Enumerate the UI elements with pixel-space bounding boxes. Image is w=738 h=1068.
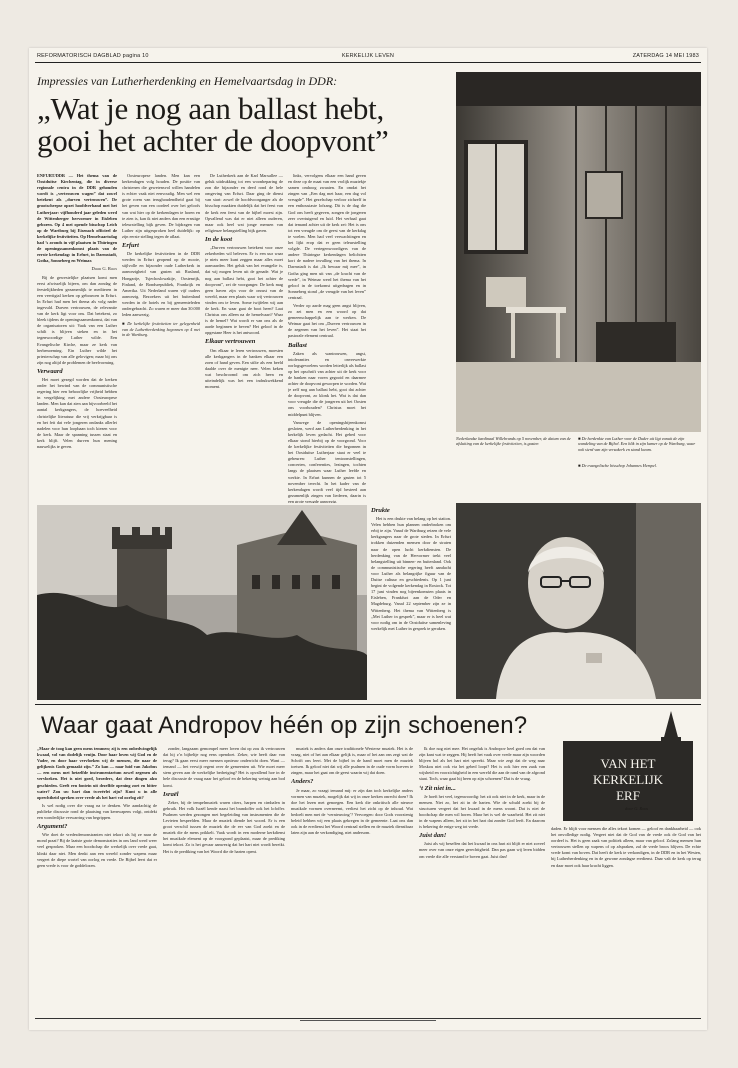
article2-column-5 (551, 826, 701, 1016)
logo-byline: door G. Roos (625, 806, 649, 811)
body-paragraph: Bij de gewestelijke plaatsen komt men eerst afwisselijk bijeen, om dan zondag de feestelijkheden gezamenlijk te mediteren in een veertigtal kerken op gebouwen in Erfurt. In Erfurt had men het thema als volg nader ingevuld. Durven vertrouwen, de relevantie van de kerk ligt voor ons. Dat betekent, zo bleek tijdens de openingssamenkomst, dat van de organisatoren uit: Vaak van een Luther schilt is blijven steken en in het tegenwoordige Luther wilde. Een Evangelische Kirche, maar ze kerk van herbenoeming. Ein Luther wilde het priesterschap van alle gelovigen; maar bij ons zijn nog altijd de problemen de beelvorming. (37, 274, 117, 365)
body-paragraph: muziek is anders dan onze traditionele Westerse muziek. Het is de vraag, niet of het aan elkaar gelijk is, maar of het aan ons zegt wat de Schrift ons leert. Met de bijbel in de hand moet men de muziek toetsen. Ik geloof niet dat wij alle psalmen in de oude vorm hoeven te zingen, maar het gaat om de geest waarin wij dat doen. (291, 746, 413, 776)
body-paragraph: „Durven vertrouwen betekent voor onze zekerheden wil beleven. Er is een uur waar je niets meer kunt zeggen maar alles moet aanvaarden. Het geluk van het evangelie is, dat wij mogen leven uit de genade. Wat je nog aan ballast hebt, gooi het achter de doopvont”, zei de voorganger. De kerk mag geen haven zijn voor de onrust van de wereld, maar een plaats waar wij vertrouwen vinden om te leven. Some twijfelen wij aan de kerk. En waar gaat de boot heen? Laat Christus ons alleen na de hemelvaart? Waar is de hemel? Wat wordt er van ons als de aarde beginnen te beven? Het geloof in de opgestane Heer is het antwoord. (205, 245, 283, 336)
logo-line-2: KERKELIJK (592, 772, 664, 787)
headline-line-2: gooi het achter de doopvont” (37, 123, 389, 158)
page-bottom-bar (300, 1020, 436, 1021)
article-headline (37, 93, 457, 157)
caption-portrait: ■ De evangelische bisschop Johannes Hempel. (578, 463, 657, 468)
article1-column-2 (122, 173, 200, 503)
church-logo-icon (563, 711, 693, 821)
logo-line-1: VAN HET (600, 756, 656, 771)
body-paragraph: Is wel nodig over die vraag na te denken. Wie aandachtig de publieke discussie rond de plaatsing van kernwapens volgt, ontdekt een wonderlijke verwarring van begrippen. (37, 802, 157, 821)
article-kicker: Impressies van Lutherherdenking en Hemelvaartsdag in DDR: (37, 74, 338, 88)
body-paragraph: daden. Er blijft voor mensen die alles tekort komen — geloof en dankbaarheid — ook het onvolledige nodig. Vergeet niet dat de God van de vrede ook de God van het oordeel is. Het is geen zaak van politiek alleen, maar van geloof. Zolang mensen hun vertrouwen stellen op wapens of op afspraken, zal de vrede broos blijven. De echte vrede komt van boven. Dat heeft de kerk te verkondigen, in de DDR en in het Westen, bij Lutherherdenking en in de gewone zondagse eredienst. Daar valt de kerk op terug en daar moet ook haar kracht liggen. (551, 826, 701, 868)
subheading-argument: Argument? (37, 823, 68, 831)
subheading-drukte: Drukte (371, 507, 390, 514)
column-logo-van-het-kerkelijk-erf (563, 711, 693, 821)
caption-luther-room-left: Nederlandse kardinaal Willebrands op 5 november, de datum van de afsluiting van de kerkelijke festiviteiten, is gasten (456, 436, 571, 447)
section-divider (35, 704, 701, 705)
article2-headline: Waar gaat Andropov héén op zijn schoenen? (41, 712, 528, 739)
header-rule (35, 62, 701, 63)
lead-paragraph: ENFURT/DDR — Het thema van de Oostduitse Kirchentag, die in diverse regionale centra in de DDR gehouden wordt is „vertrouwen wagen” dat zowel betekent als „durven vertrouwen”. De grootscheepse opzet hoofdverband met het Lutherjaar: vijfhonderd jaar geleden werd de Wittenberger hervormer in Eisleben geboren. Op 4 mei opende bisschop Leich op de Wartburg bij Eisenach officieel de kerkelijke festiviteiten. Op Hemelvaartsdag had ’s avonds in vijf plaatsen in Thüringen de openingssamenkomst plaats van de eerste kerkendag: in Erfurt, in Darmstadt, Gotha, Sonneberg en Weimar. (37, 173, 117, 264)
article2-column-2 (163, 746, 285, 1016)
body-paragraph: Je maar, zo vraagt iemand mij: er zijn dan toch kerkelijke anders vormen van muziek, mogelijk dat wij in onze kerken onrecht doen? Ik doe het lezen met genoegen. Een kerk die onkritisch alle nieuwe muzikale vormen overneemt, verliest het zicht op de inhoud. Wat bedoelt men met de ‘vernieuwing’? Vervoegen: door Gods voorzienig beleid hebben wij een plaats gekregen in de gemeente. Laat ons dan ook in de eredienst het Woord centraal stellen en de muziek dienstbaar laten zijn aan de verkondiging, niet andersom. (291, 787, 413, 836)
body-paragraph: Het is een drukte van belang op het station. Velen hebben hun plannen onderbroken om erbij te zijn. Vanaf de Wartburg reizen de vele kerkgangers naar de grote steden. In Erfurt trokken duizenden mensen door de straten naar de open lucht kerkdiensten. De herdenking van de Hervormer trekt veel belangstelling uit binnen- en buitenland. Ook de communistische regering heeft aandacht voor Luther als belangrijke figuur van de Duitse cultuur en geschiedenis. Op 1 juni begint de volgende kerkendag in Rostock. Tot 17 juni vinden nog bijeenkomsten plaats in Eisleben, Frankfurt aan de Oder en Magdeburg. Vanaf 22 september zijn ze in Wittenberg. Het thema van Wittenberg is „Met Luther in gesprek”, maar er is heel wat voor nodig om in de Oostduitse samenleving werkelijk met Luther in gesprek te geraken. (371, 516, 451, 631)
body-paragraph: Om elkaar te leren vertrouwen, moesten alle kerkgangers in de banken elkaar een zoen of hand geven. Een stilte als een beeld daalde over de menigte neer. Velen keken wat beschroomd om zich heen en uiteindelijk was het een indrukwekkend moment. (205, 347, 283, 390)
body-paragraph: Het moet gezegd worden dat de kerken onder het bewind van de communistische regering hier een behoorlijke vrijheid hebben in vergelijking met andere Oosteuropese landen. Men kan dat zien aan bijvoorbeeld het aantal kerkgangers, de hoeveelheid christelijke literatuur die vrij verkrijgbaar is en het feit dat vele jongeren ondanks allerlei nadelen voor hun loopbaan toch kiezen voor de kerk. Maar de spanning tussen staat en kerk blijft. Velen durven hun mening nauwelijks te geven. (37, 377, 117, 450)
subheading-t-zit-niet-in: ‘t Zit niet in... (419, 784, 456, 792)
caption-marker: ■ (578, 463, 582, 468)
body-paragraph: Ik doe nog niet mee. Het ongeluk is Andropov heel goed om dat van zijn kant wat te zeggen. Hij heeft het vaak over vrede maar zijn woorden blijven hol als het hart niet spreekt. Maar wie zegt dat de weg naar Moskou niet ook via het gebed loopt? Het is ook hier een zaak van wijsheid en voorzichtigheid in een wereld die aan de rand van de afgrond staat. Toch, waar gaat hij heen op zijn schoenen? Dat is de vraag. (419, 746, 545, 782)
body-paragraph: De kerkelijke festiviteiten in de DDR werden in Erfurt geopend op de mooie, stijlvolle en bijzonder oude Lutherkerk in aanwezigheid van gasten uit Rusland, Hongarije, Tsjechoslowakije, Oostenrijk, Finland, de Bondsrepubliek, Frankrijk en Amerika. Uit Nederland waren vijf ouders aanwezig. Bezoekers uit het buitenland werden in de hotels en bij gemeenteleden ondergebracht. Zo waren er meer dan 30.000 leden aanwezig. (122, 251, 200, 318)
subheading-erfurt: Erfurt (122, 242, 139, 250)
wartburg-illustration (37, 505, 367, 700)
photo-wartburg (37, 505, 367, 700)
subheading-elkaar-vertrouwen: Elkaar vertrouwen (205, 338, 256, 346)
article1-column-3 (205, 173, 283, 503)
article1-column-5 (371, 505, 451, 700)
subheading-in-de-koot: In de koot (205, 235, 233, 243)
article2-column-3 (291, 746, 413, 1016)
subheading-anders: Anders? (291, 778, 314, 786)
running-header-date: ZATERDAG 14 MEI 1983 (632, 53, 699, 59)
logo-line-3: ERF (616, 788, 640, 803)
article2-column-1 (37, 746, 157, 1016)
lead-paragraph: „Maar de toog kan geen mens temmen; zij is een onbedwingelijk kwaad, vol van dodelijk venijn. Door haar loven wij God en de Vader, en door haar vervloeken wij de mensen, die naar de gelijkenis Gods gemaakt zijn.” Zo kan — naar luid van Jakobus — een mens met hetzelfde instrumentarium zowel zegenen als vervloeken. Het is niet goed, broeders, dat deze dingen alzo geschieden. Geeft een fontein uit dezelfde opening zoet en bitter water? Zou uw hart dan tweeërlei zijn? Kunt u in alle oprechtheid spreken over vrede als het hart vol oorlog zit? (37, 746, 157, 800)
luther-room-illustration (456, 72, 701, 432)
body-paragraph: links, vervolgens elkaar een hand geven en deze op de maat van een vrolijk muziekje samen omhoog zwaaien. En omdat het zingen van „Een dag met haar, een dag vol vreugde”. Het gezelschap verloor zichzelf in een enthousiaste lofzang. Dit is de dag die God ons heeft gegeven, zongen de jongeren zeer overtuigend en luid. Het verhaal gaat dat iemand achter uit de kerk zei: Het is ons tot een vreugde om de geest van de kerkdag te voelen. Men had veel verwachtingen en het lijkt erop dat er geen teleurstelling volgde. De vertegenwoordigers van de andere Thüringse kerkendagen belichtten kort de nadere invulling van het thema. In Darmstadt is dat „Ik bewaar mij mee”, in Gotha ging men uit van „de kracht van de vrede”, in Weimar werd het thema van het geloof in de toekomst uitgedragen en in Sonneberg stond „de vreugde van het leven” centraal. (288, 173, 366, 300)
caption-marker: ■ (578, 436, 582, 441)
newspaper-page (29, 48, 707, 1030)
photo-caption-wartburg: ■ De kerkelijke festiviteiten ter gelegenheid van de Lutherherdenking begonnen op 4 mei in de Wartburg. (122, 321, 200, 337)
caption-marker: ■ (122, 321, 128, 327)
body-paragraph: Je hoeft het veel, tegenwoordig: het zit ook niet in de kerk, maar in de mensen. Niet zo, het zit in de harten. Wie de schuld zoekt bij de structuren vergeet dat het kwaad in de mens woont. Dat is niet de boodschap die men wil horen. Maar het is wel de waarheid. Het zit niet in de wapens alleen, het zit in het hart dat zonder God leeft. En daarom is bekering de enige weg tot vrede. (419, 793, 545, 830)
body-paragraph: Zaken als wantrouwen, angst, intoleranties en onverwerkte oorlogsgevoelens worden letterlijk als ballast op het opschrift van achter uit de kerk voor de banken naar voren gegooid en daarmee achter de doopvont geworpen te worden. Wat je zelf nog aan ballast hebt, gooi dat achter de doopvont, zo klonk het. Wat is dat dan voor vreugde die de jongeren uit het Oosten ons voorhouden? Christus moet het middelpunt blijven. (288, 350, 366, 417)
body-paragraph: Wie doet de vredesdemonstranten niet tekort als hij ze naar de mond praat? Bij de laatste grote demonstraties in ons land werd weer veel gesproken. Maar een boodschap die werkelijk over vrede gaat, klinkt daar niet. Men denkt aan een wereld zonder wapens maar vergeet de diepe wortel van oorlog en vrede. De Bijbel leert dat er geen vrede is voor de goddelozen. (37, 832, 157, 868)
running-header-section: KERKELIJK LEVEN (341, 53, 395, 59)
caption-luther-room-right: ■ De herdenkte van Luther voor de Duder uit ligt vanuit de zijn wandeling van de Bijbel. Een blik in zijn kamer op de Wartburg, waar ook sierd van zijn verzakerk en stand kwam. (578, 436, 696, 452)
body-paragraph: zonder, langzaam gemompel meer loven dat op zou ik vertrouwen dat hij z’n bijbeltje nog eens opendoet. Zeker, wie heeft daar van terug? Ik gaan eerst meer mensen opnieuw onderricht doen. Want — iemand — het verwijt regent over de gemeenten uit. Wie moet meer stem geven aan de werkelijke bedreiging? Het is opvallend hoe in de hele discussie de vraag naar het geloof en de bekering weinig aan bod komt. (163, 746, 285, 788)
running-header-left: REFORMATORISCH DAGBLAD pagina 10 (37, 53, 149, 59)
subheading-juist-dan: Juist dan! (419, 832, 447, 840)
body-paragraph: Juist als wij beseffen dat het kwaad in ons hart zit blijft er niet zoveel meer over van onze eigen gerechtigheid. Dan pas gaan wij leren bidden om vrede die alle verstand te boven gaat. Juist dan! (419, 841, 545, 859)
photo-luther-room (456, 72, 701, 432)
portrait-illustration (456, 503, 701, 699)
page-bottom-rule (35, 1018, 701, 1019)
body-paragraph: Verder op aarde mag geen angst blijven, zo zei men en een woord op dat gemeenschappelijk aan te werken. De Weimar gaat het om „Durven vertrouwen in de zegenen van het leven”. Het staat het pastorale element centraal. (288, 302, 366, 339)
article1-column-4 (288, 173, 366, 503)
article2-column-4 (419, 746, 545, 1016)
body-paragraph: Zeker, bij de tempelmuziek waren citers, harpen en cimbalen in gebruik. Het volk Israël kende naast het brandoffer ook het lofoffer. Psalmen werden gezongen met begeleiding van instrumenten die de Levieten bespeelden. Maar de muziek diende het woord. Er is een groot verschil tussen de muziek die de eer van God zoekt en de muziek die de mens prikkelt. Vaak wordt in een moderne kerkdienst het muzikale element op de voorgrond geplaatst, maar de prediking komt tekort. Zo is het gevaar aanwezig dat het hart niet wordt bereikt. Het is de prediking van het Woord die de harten opent. (163, 799, 285, 854)
photo-bishop-hempel (456, 503, 701, 699)
subheading-verwaard: Verwaard (37, 367, 63, 375)
headline-line-1: „Wat je nog aan ballast hebt, (37, 91, 384, 126)
body-paragraph: Oosteuropese landen. Men kan een kerkendagen volg houden. De positie van christenen die gewetensvol willen handelen is echter vaak niet eenvoudig. Men wel een grote roem van terughoudendheid gaat bij het geven van een oordeel over het geloofs van wat hier op de kerkendagen te horen en te zien is, kan ik niet anders dan een ernstige teleurstelling bijk geven. De bijdragen van Luther zijn uitgesproken heel duidelijk: op zijn eerste stelling tegen de aflaat. (122, 173, 200, 239)
article1-column-1 (37, 173, 117, 503)
byline: Door G. Roos (91, 266, 117, 272)
subheading-ballast: Ballast (288, 341, 307, 349)
body-paragraph: Vanwege de openingsbijeenkomst gesloten, werd aan Lutherherdenking in het kerkelijk leven gedacht. Het gebed voor elkaar stond hierbij op de voorgrond. Voor de kerkelijke festiviteiten die begonnen in het Oostduitse Lutherjaar staat er veel te gebeuren: Luther tentoonstellingen, concerten, conferenties, lezingen, tochten langs de plaatsen waar Luther leefde en werkte. In Erfurt kunnen de gasten tot 5 november terecht. In het kader van de kerkendagen wordt veel tijd besteed aan gezamenlijk zingen van liederen, daarin is een grote vreugde aanwezig. (288, 419, 366, 503)
subheading-israel: Israël (163, 790, 179, 798)
body-paragraph: De Lutherkerk aan de Karl Marxallee — geluk uitdrukking tot een woonbeparing de zon die bijzonder en deed rond de hele omgeving van Erfurt. Daar ging de dienst van start: zowel de hoofdvoorganger als de bisschop maakten duidelijk dat het feest van de kerk een feest van de bijbel moest zijn. Opvallend was dat er niet alleen ouderen, maar ook heel wat jonge mensen van religieuze belangstelling bijk gaven. (205, 173, 283, 233)
